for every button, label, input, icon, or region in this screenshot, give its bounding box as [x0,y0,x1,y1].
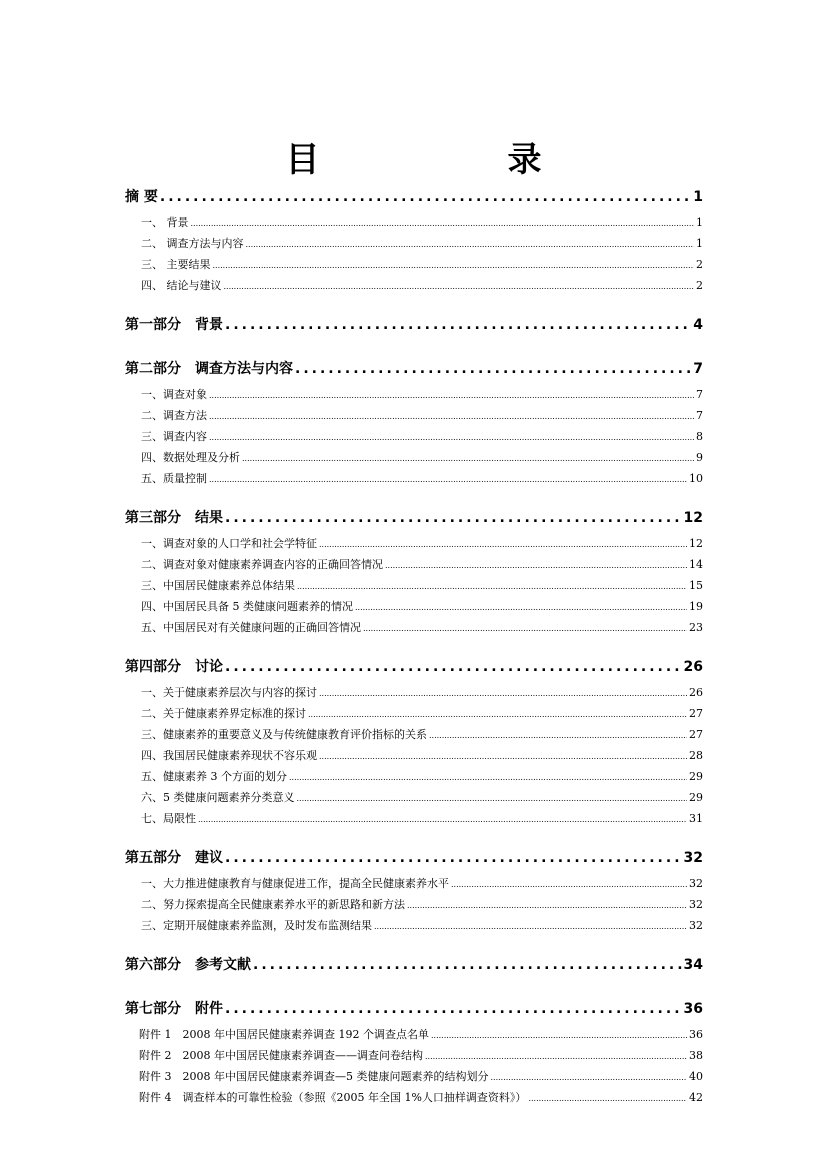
toc-item[interactable] [125,875,703,896]
toc-item[interactable] [125,1047,703,1068]
toc-section-page-number: 26 [683,659,703,675]
dot-leader [431,1031,687,1040]
toc-item-label: 一、调查对象的人口学和社会学特征 [141,537,317,550]
dot-leader [425,1052,687,1061]
toc-item-page-number: 32 [689,919,703,932]
dot-leader [225,659,682,675]
toc-item-page-number: 23 [689,621,703,634]
dot-leader [253,957,682,973]
toc-item-page-number: 9 [696,451,703,464]
toc-item[interactable] [125,235,703,256]
section-gap [125,640,703,650]
toc-section-page-number: 36 [683,1001,703,1017]
section-gap [125,982,703,992]
toc-item-label: 三、 主要结果 [141,258,211,271]
toc-item[interactable] [125,1026,703,1047]
toc-item-label: 三、中国居民健康素养总体结果 [141,579,295,592]
toc-item-label: 一、关于健康素养层次与内容的探讨 [141,686,317,699]
toc-item-page-number: 27 [689,707,703,720]
toc-item-label: 二、调查对象对健康素养调查内容的正确回答情况 [141,558,383,571]
toc-item[interactable] [125,917,703,938]
section-gap [125,1110,703,1120]
dot-leader [209,475,687,484]
dot-leader [407,901,687,910]
toc-item-label: 三、定期开展健康素养监测，及时发布监测结果 [141,919,372,932]
toc-section-label: 第一部分 背景 [125,317,223,333]
dot-leader [297,582,687,591]
toc-section-page-number: 1 [693,189,703,205]
toc-item-label: 附件 2 2008 年中国居民健康素养调查——调查问卷结构 [139,1049,423,1062]
toc-item-label: 四、我国居民健康素养现状不容乐观 [141,749,317,762]
page-title: 目 录 [285,140,582,180]
toc-item-page-number: 38 [689,1049,703,1062]
toc-section[interactable] [125,656,703,684]
dot-leader [160,189,691,205]
dot-leader [451,880,687,889]
toc-item-page-number: 40 [689,1070,703,1083]
toc-section[interactable] [125,358,703,386]
dot-leader [374,922,687,931]
dot-leader [308,710,687,719]
toc-section[interactable] [125,186,703,214]
toc-section-label: 第二部分 调查方法与内容 [125,361,293,377]
toc-item-page-number: 2 [696,258,703,271]
toc-item[interactable] [125,705,703,726]
toc-section-label: 第三部分 结果 [125,510,223,526]
dot-leader [246,240,695,249]
toc-item[interactable] [125,1089,703,1110]
toc-item-page-number: 10 [689,472,703,485]
table-of-contents [125,186,703,1120]
toc-item[interactable] [125,684,703,705]
toc-item-page-number: 14 [689,558,703,571]
section-gap [125,938,703,948]
toc-item-page-number: 31 [689,812,703,825]
toc-section-label: 第七部分 附件 [125,1001,223,1017]
toc-item[interactable] [125,428,703,449]
toc-item-label: 四、中国居民具备 5 类健康问题素养的情况 [141,600,353,613]
toc-section-page-number: 7 [693,361,703,377]
toc-item-label: 附件 4 调查样本的可靠性检验（参照《2005 年全国 1%人口抽样调查资料》） [139,1091,527,1104]
section-gap [125,831,703,841]
dot-leader [363,624,687,633]
dot-leader [295,361,691,377]
toc-item-page-number: 19 [689,600,703,613]
toc-item[interactable] [125,214,703,235]
toc-item[interactable] [125,407,703,428]
toc-section-page-number: 32 [683,850,703,866]
toc-item-label: 附件 3 2008 年中国居民健康素养调查—5 类健康问题素养的结构划分 [139,1070,489,1083]
dot-leader [242,454,694,463]
toc-item[interactable] [125,535,703,556]
section-gap [125,298,703,308]
dot-leader [528,1094,687,1103]
dot-leader [209,433,694,442]
toc-item-page-number: 29 [689,791,703,804]
toc-item-page-number: 12 [689,537,703,550]
toc-item-label: 五、质量控制 [141,472,207,485]
dot-leader [225,510,682,526]
toc-item-label: 一、 背景 [141,216,189,229]
toc-item[interactable] [125,598,703,619]
toc-item-label: 五、中国居民对有关健康问题的正确回答情况 [141,621,361,634]
dot-leader [198,815,687,824]
dot-leader [224,282,695,291]
toc-item[interactable] [125,768,703,789]
toc-item-page-number: 2 [696,279,703,292]
toc-item-page-number: 15 [689,579,703,592]
toc-item-label: 二、关于健康素养界定标准的探讨 [141,707,306,720]
toc-section-label: 第六部分 参考文献 [125,957,251,973]
toc-section[interactable] [125,847,703,875]
toc-item-page-number: 29 [689,770,703,783]
toc-item-page-number: 36 [689,1028,703,1041]
toc-section-page-number: 34 [683,957,703,973]
toc-item-label: 二、 调查方法与内容 [141,237,244,250]
toc-item-label: 三、健康素养的重要意义及与传统健康教育评价指标的关系 [141,728,427,741]
toc-item[interactable] [125,470,703,491]
toc-item[interactable] [125,896,703,917]
toc-section-label: 第四部分 讨论 [125,659,223,675]
toc-item[interactable] [125,556,703,577]
toc-item[interactable] [125,449,703,470]
dot-leader [289,773,687,782]
toc-section-page-number: 12 [683,510,703,526]
toc-section[interactable] [125,507,703,535]
dot-leader [355,603,687,612]
toc-item-label: 四、 结论与建议 [141,279,222,292]
toc-item-page-number: 7 [696,388,703,401]
toc-item-page-number: 7 [696,409,703,422]
dot-leader [209,391,694,400]
toc-section[interactable] [125,998,703,1026]
toc-section[interactable] [125,954,703,982]
toc-item-page-number: 1 [696,237,703,250]
dot-leader [319,689,687,698]
dot-leader [209,412,694,421]
dot-leader [490,1073,687,1082]
toc-item-page-number: 8 [696,430,703,443]
toc-item-label: 一、大力推进健康教育与健康促进工作，提高全民健康素养水平 [141,877,449,890]
toc-section[interactable] [125,314,703,342]
dot-leader [297,794,688,803]
toc-item-page-number: 26 [689,686,703,699]
toc-item[interactable] [125,619,703,640]
toc-item-label: 三、调查内容 [141,430,207,443]
toc-item-label: 二、努力探索提高全民健康素养水平的新思路和新方法 [141,898,405,911]
toc-item-label: 四、数据处理及分析 [141,451,240,464]
toc-section-label: 摘 要 [125,189,158,205]
toc-item-page-number: 27 [689,728,703,741]
dot-leader [429,731,687,740]
toc-item-label: 七、局限性 [141,812,196,825]
toc-item-label: 附件 1 2008 年中国居民健康素养调查 192 个调查点名单 [139,1028,429,1041]
section-gap [125,342,703,352]
dot-leader [225,850,682,866]
toc-item-label: 六、5 类健康问题素养分类意义 [141,791,295,804]
toc-item[interactable] [125,256,703,277]
dot-leader [319,540,687,549]
dot-leader [191,219,695,228]
toc-item[interactable] [125,1068,703,1089]
toc-item[interactable] [125,386,703,407]
toc-item-page-number: 1 [696,216,703,229]
dot-leader [225,1001,682,1017]
toc-item[interactable] [125,577,703,598]
toc-item-page-number: 42 [689,1091,703,1104]
toc-section-page-number: 4 [693,317,703,333]
toc-item-page-number: 28 [689,749,703,762]
toc-section-label: 第五部分 建议 [125,850,223,866]
toc-item[interactable] [125,726,703,747]
toc-item[interactable] [125,277,703,298]
toc-item[interactable] [125,747,703,768]
toc-item[interactable] [125,789,703,810]
toc-item-page-number: 32 [689,877,703,890]
dot-leader [213,261,695,270]
section-gap [125,491,703,501]
dot-leader [385,561,687,570]
toc-item[interactable] [125,810,703,831]
dot-leader [225,317,691,333]
dot-leader [319,752,687,761]
toc-item-page-number: 32 [689,898,703,911]
toc-item-label: 二、调查方法 [141,409,207,422]
toc-item-label: 五、健康素养 3 个方面的划分 [141,770,287,783]
toc-item-label: 一、调查对象 [141,388,207,401]
